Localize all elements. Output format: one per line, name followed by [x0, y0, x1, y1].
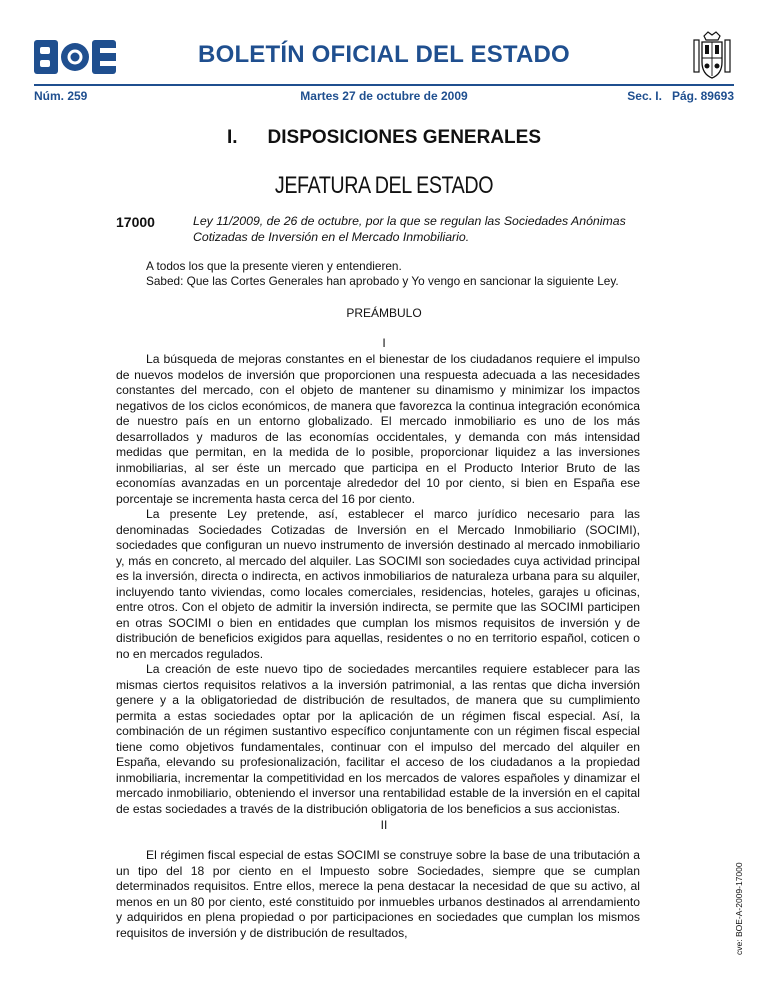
- cve-identifier: cve: BOE-A-2009-17000: [734, 862, 744, 955]
- section-name: DISPOSICIONES GENERALES: [267, 127, 541, 148]
- preamble-heading: PREÁMBULO: [346, 306, 422, 320]
- issue-date: Martes 27 de octubre de 2009: [300, 89, 468, 103]
- gazette-title: BOLETÍN OFICIAL DEL ESTADO: [198, 41, 570, 68]
- document-title: Ley 11/2009, de 26 de octubre, por la que se regulan las Sociedades Anónimas Cotizadas de Inversión en el Mercado Inmobiliario.: [193, 214, 626, 244]
- page-header: [0, 0, 768, 110]
- issue-number: Núm. 259: [34, 89, 88, 103]
- paragraph: La creación de este nuevo tipo de sociedades mercantiles requiere establecer para las mismas ciertos requisitos relativos a la inversión patrimonial, a las rentas que dicha inversión genere y a la obligatoriedad de distribución de resultados, de manera que su cumplimiento permita a estas sociedades optar por la aplicación de un régimen fiscal especial. Así, la combinación de un régimen sustantivo específico conjuntamente con un régimen fiscal especial tiene como objetivos fundamentales, continuar con el impulso del mercado del alquiler en España, elevando su profesionalización, facilitar el acceso de los ciudadanos a la propiedad inmobiliaria, incrementar la competitividad en los mercados de valores españoles y dinamizar el mercado inmobiliario, obteniendo el inversor una rentabilidad estable de la inversión en el capital de estas sociedades a través de la distribución obligatoria de los beneficios a sus accionistas.: [116, 662, 640, 816]
- document-number: 17000: [116, 214, 155, 230]
- intro-line: Sabed: Que las Cortes Generales han aprobado y Yo vengo en sancionar la siguiente Ley.: [146, 274, 619, 289]
- part-heading-2: II: [380, 818, 388, 832]
- part-heading-1: I: [382, 336, 386, 350]
- part-1-text: [116, 352, 640, 817]
- organism-heading: JEFATURA DEL ESTADO: [274, 172, 494, 199]
- coat-of-arms-icon: [690, 30, 734, 82]
- paragraph: La búsqueda de mejoras constantes en el bienestar de los ciudadanos requiere el impulso de nuevos modelos de inversión que proporcionen una respuesta adecuada a las necesidades constantes del mercado, con el objeto de mantener su dinamismo y minimizar los impactos negativos de los ciclos económicos, de manera que favorezca la continua integración económica de nuestro país en un entorno globalizado. El mercado inmobiliario es uno de los más desarrollados y maduros de las economías occidentales, y demanda con más intensidad medidas que permitan, en la medida de lo posible, proporcionar liquidez a las inversiones inmobiliarias, al ser éste un mercado que participa en el Producto Interior Bruto de las economías avanzadas en un porcentaje alrededor del 10 por ciento, si bien en España ese porcentaje se incrementa hasta cerca del 16 por ciento.: [116, 352, 640, 506]
- part-2-text: [116, 848, 640, 941]
- paragraph: La presente Ley pretende, así, establecer el marco jurídico necesario para las denominadas Sociedades Cotizadas de Inversión en el Mercado Inmobiliario (SOCIMI), sociedades que configuran un nuevo instrumento de inversión destinado al mercado inmobiliario y, más en concreto, al mercado del alquiler. Las SOCIMI son sociedades cuya actividad principal es la inversión, directa o indirecta, en activos inmobiliarios de naturaleza urbana para su alquiler, incluyendo tanto viviendas, como locales comerciales, residencias, hoteles, garajes u oficinas, entre otros. Con el objeto de admitir la inversión indirecta, se permite que las SOCIMI participen en otras SOCIMI o bien en entidades que cumplan los mismos requisitos de inversión y de distribución de beneficios exigidos para aquellas, residentes o no en territorio español, coticen o no en mercados regulados.: [116, 507, 640, 661]
- header-rule: [34, 84, 734, 86]
- section-heading: [0, 127, 768, 149]
- paragraph: El régimen fiscal especial de estas SOCIMI se construye sobre la base de una tributación a un tipo del 18 por ciento en el Impuesto sobre Sociedades, siempre que se cumplan determinados requisitos. Entre ellos, merece la pena destacar la necesidad de que su activo, al menos en un 80 por ciento, esté constituido por inmuebles urbanos destinados al arrendamiento y adquiridos en plena propiedad o por participaciones en sociedades que cumplan los mismos requisitos de inversión y de distribución de resultados,: [116, 848, 640, 940]
- intro-line: A todos los que la presente vieren y entendieren.: [146, 259, 402, 273]
- promulgation-formula: [146, 259, 646, 290]
- section-number: I.: [226, 127, 238, 148]
- section-page: Sec. I. Pág. 89693: [627, 89, 734, 103]
